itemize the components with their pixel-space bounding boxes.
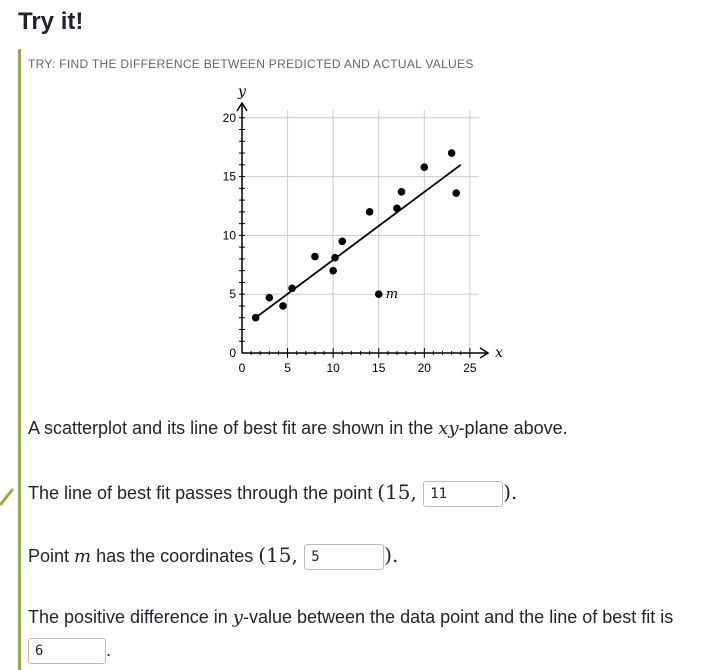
question-2 — [28, 539, 398, 573]
intro-math: xy — [438, 418, 459, 439]
data-point — [448, 149, 456, 157]
data-point — [331, 254, 339, 262]
data-point — [252, 314, 260, 322]
question-3 — [28, 601, 718, 666]
origin-label: 0 — [229, 346, 236, 360]
q1-text: The line of best fit passes through the point — [28, 483, 378, 503]
data-point — [398, 188, 406, 196]
data-point — [288, 285, 296, 293]
q3-middle: -value between the data point and the line of best fit is — [242, 607, 674, 627]
question-1 — [28, 476, 517, 509]
q2-math-close: ). — [384, 543, 399, 567]
x-tick-label: 15 — [372, 361, 386, 375]
x-tick-label: 25 — [463, 361, 477, 375]
y-tick-label: 5 — [229, 287, 236, 302]
y-tick-label: 10 — [222, 228, 236, 243]
q3-text: The positive difference in — [28, 607, 233, 627]
intro-text — [28, 412, 568, 445]
intro-before: A scatterplot and its line of best fit are shown in the — [28, 418, 439, 438]
x-tick-label: 0 — [238, 361, 246, 375]
data-point — [266, 294, 274, 302]
x-tick-label: 10 — [326, 361, 340, 375]
q3-math-var: y — [232, 607, 243, 628]
data-point — [421, 163, 429, 171]
intro-after: -plane above. — [458, 418, 568, 438]
q3-after: . — [106, 640, 112, 660]
data-point-m — [375, 290, 383, 298]
point-m-label: m — [385, 287, 399, 303]
exercise-subtitle: TRY: FIND THE DIFFERENCE BETWEEN PREDICTED AND ACTUAL VALUES — [28, 57, 474, 71]
data-point — [279, 302, 287, 310]
exercise-title: Try it! — [18, 8, 84, 35]
data-point — [393, 205, 401, 213]
y-tick-label: 20 — [222, 110, 236, 125]
data-point — [338, 237, 346, 245]
q1-math-open: (15, — [377, 480, 424, 504]
data-point — [311, 253, 319, 261]
x-tick-label: 20 — [417, 361, 431, 375]
data-point — [452, 189, 460, 197]
y-axis-label: y — [238, 84, 246, 100]
x-axis-label: x — [495, 345, 503, 361]
data-point — [366, 208, 374, 216]
x-tick-label: 5 — [284, 361, 291, 375]
q1-math-close: ). — [503, 480, 518, 504]
checkmark-icon — [0, 480, 22, 506]
best-fit-line — [256, 165, 461, 318]
q2-math-open: (15, — [258, 543, 305, 567]
q2-text: Point — [28, 546, 75, 566]
data-point — [329, 267, 337, 275]
q1-answer-input[interactable]: 11 — [423, 481, 503, 507]
answered-rail — [18, 49, 21, 670]
q2-middle: has the coordinates — [91, 546, 259, 566]
q2-answer-input[interactable]: 5 — [304, 544, 384, 570]
y-tick-label: 15 — [222, 169, 236, 184]
q2-math-var: m — [74, 546, 92, 567]
scatterplot-chart — [206, 84, 506, 384]
q3-answer-input[interactable]: 6 — [28, 638, 106, 664]
